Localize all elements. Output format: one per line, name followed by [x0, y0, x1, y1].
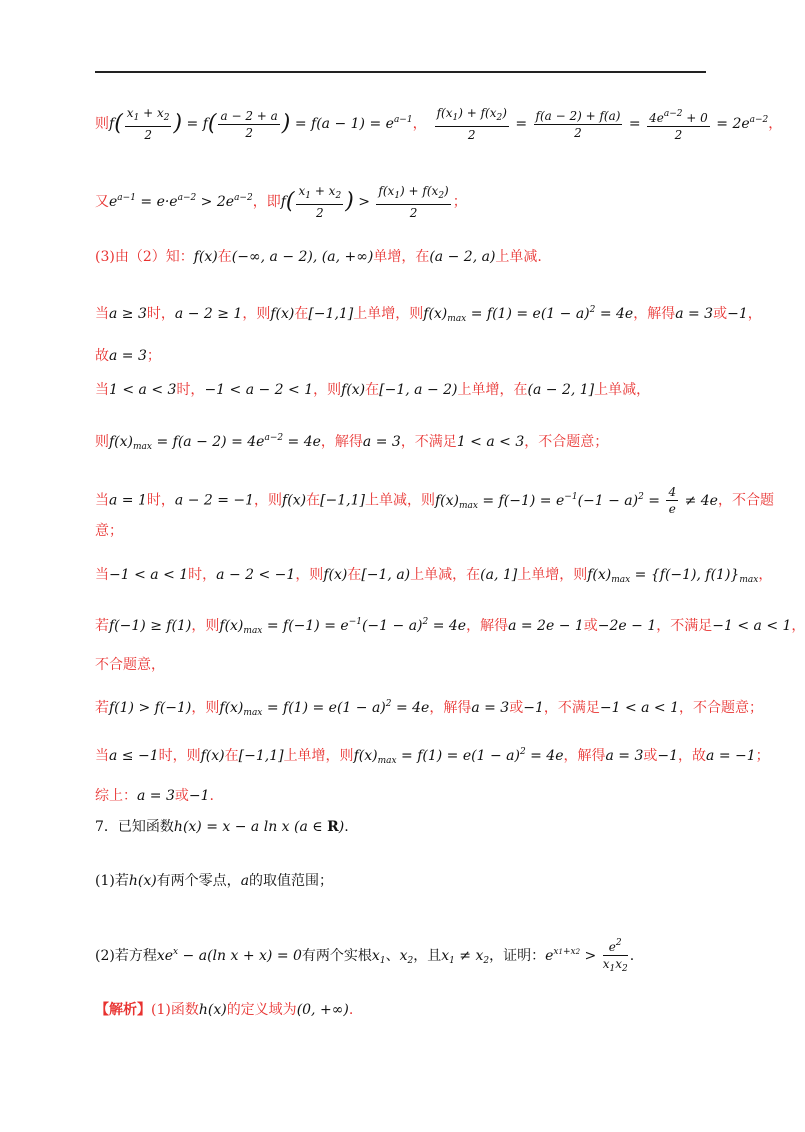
- text: (1)若: [95, 873, 129, 889]
- text: ，即: [252, 194, 281, 210]
- text: 的定义域为: [226, 1002, 297, 1018]
- formula: $x_1$: [371, 948, 386, 966]
- text: ；: [755, 748, 770, 764]
- text: 或: [174, 788, 189, 804]
- formula: (0, +∞): [296, 1002, 349, 1018]
- formula: a: [240, 873, 250, 889]
- formula: (a, 1]: [480, 567, 518, 583]
- text: 在: [217, 249, 232, 265]
- formula: −1: [657, 748, 679, 764]
- formula: $x_2$: [399, 948, 414, 966]
- formula: $f(x)_{max} = \{f(-1)$, $f(1)\}_{max}$: [587, 567, 759, 585]
- text: 时，: [146, 492, 175, 509]
- formula: a = −1: [706, 748, 756, 764]
- text: 的取值范围；: [249, 873, 334, 889]
- formula: f(x): [270, 306, 295, 322]
- formula: $xe^x - a(\ln$ x + x) = 0: [156, 947, 302, 964]
- text: ；: [146, 348, 161, 364]
- formula: a − 2 < −1: [216, 567, 296, 583]
- formula: [−1,1]: [320, 492, 365, 509]
- question-7-part-1: [95, 871, 715, 891]
- text: ，: [791, 618, 805, 634]
- text: 时，: [188, 567, 217, 583]
- text: 时，: [146, 306, 175, 322]
- text: 有两个零点，: [156, 873, 241, 889]
- text: 又: [95, 194, 109, 210]
- text: ，不合题: [717, 492, 774, 509]
- formula: a − 2 ≥ 1: [174, 306, 243, 322]
- text: 或: [583, 618, 598, 634]
- formula: a ≤ −1: [109, 748, 159, 764]
- formula: (a − 2, 1]: [527, 382, 595, 398]
- formula: a = 3: [109, 348, 147, 364]
- text: 有两个实根: [301, 948, 372, 964]
- text: ，则: [295, 567, 324, 583]
- text: .: [344, 819, 349, 835]
- text: 当: [95, 492, 109, 509]
- text: 在: [294, 306, 309, 322]
- text: ，则: [313, 382, 342, 398]
- formula: f(x): [282, 492, 307, 509]
- text: 不合题意，: [95, 657, 165, 673]
- text: ，不满足: [543, 700, 600, 716]
- question-7-part-2: [95, 935, 715, 977]
- text: ，证明：: [489, 948, 546, 964]
- formula: a = 1: [109, 492, 147, 509]
- formula: $f(x)_{max} = f(-1) = e^{-1}(-1 - a)^2$ = $\frac{4}{e}$ ≠ 4e: [434, 485, 718, 516]
- text: ；: [452, 194, 467, 210]
- question-7-stem: [95, 817, 715, 837]
- formula: [−1, a): [361, 567, 411, 583]
- formula: $f(x)_{max} = f(1) = e(1 - a)^2 = 4e$: [353, 747, 564, 766]
- solution-tag: 【解析】: [95, 1002, 151, 1018]
- formula: [−1,1]: [238, 748, 284, 764]
- text: ，解得: [563, 748, 606, 764]
- formula: f( $\frac{x_1 + x_2}{2}$ ) = f( $\frac{a - 2 + a}{2}$ ) = $f(a - 1) = e^{a-1}$: [109, 106, 413, 142]
- text: 上单增，则: [353, 306, 424, 322]
- line-9: [95, 521, 715, 541]
- formula: f(x): [341, 382, 366, 398]
- text: (3)由（2）知：: [95, 249, 194, 265]
- text: ，且: [413, 948, 442, 964]
- line-8: [95, 484, 774, 517]
- text: (2)若方程: [95, 948, 157, 964]
- line-10: [95, 565, 773, 590]
- formula: a = 2e − 1: [508, 618, 584, 634]
- text: 时，则: [158, 748, 201, 764]
- text: 上单减，在: [410, 567, 481, 583]
- formula: $e^{a-1} = e\cdot e^{a-2} > 2e^{a-2}$: [109, 193, 253, 210]
- formula: f(−1) ≥ f(1): [109, 618, 192, 634]
- text: 7．已知函数: [95, 819, 174, 835]
- text: .: [629, 948, 635, 964]
- text: 单增，在: [373, 249, 430, 265]
- text: ，则: [191, 700, 220, 716]
- text: ，则: [254, 492, 283, 509]
- text: ，不满足: [656, 618, 713, 634]
- formula: a ≥ 3: [109, 306, 147, 322]
- text: ，解得: [633, 306, 676, 322]
- text: 或: [509, 700, 524, 716]
- formula: $f(x)_{max} = f(-1) = e^{-1}(-1 - a)^2 = 4e$: [219, 617, 467, 636]
- formula: f(1) > f(−1): [109, 700, 192, 716]
- formula: −1 < a < 1: [599, 700, 680, 716]
- text: 当: [95, 567, 109, 583]
- formula: (−∞, a − 2), (a, +∞): [231, 249, 374, 265]
- text: 当: [95, 382, 109, 398]
- text: 在: [365, 382, 380, 398]
- line-7: [95, 428, 715, 457]
- formula: a − 2 = −1: [174, 492, 255, 509]
- line-11: [95, 612, 805, 641]
- formula: f(x): [323, 567, 348, 583]
- text: ，: [758, 567, 773, 583]
- formula: −1: [188, 788, 210, 804]
- text: ，解得: [320, 434, 363, 450]
- text: ，: [747, 306, 762, 322]
- text: 则: [95, 434, 109, 450]
- formula: $\frac{f(x_1) + f(x_2)}{2}$ = $\frac{f(a - 2) + f(a)}{2}$ = $\frac{4e^{a-2} + 0}{2}$ = $2e^{a-2}$: [436, 106, 769, 142]
- formula: f(x): [193, 249, 218, 265]
- formula: −2e − 1: [597, 618, 657, 634]
- text: ，: [768, 116, 783, 132]
- formula: h(x) = x − a ln x (a ∈ R): [173, 819, 345, 835]
- line-4: [95, 300, 762, 329]
- formula: f(x): [200, 748, 225, 764]
- formula: a = 3: [137, 788, 175, 804]
- line-2: [95, 183, 715, 221]
- text: ，不合题意；: [524, 434, 609, 450]
- text: 当: [95, 306, 109, 322]
- line-1: [95, 105, 783, 143]
- text: 在: [347, 567, 362, 583]
- text: 当: [95, 748, 109, 764]
- formula: $e^{x1+x2}$ > $\frac{e^2}{x_1x_2}$: [545, 948, 630, 964]
- text: 在: [224, 748, 239, 764]
- formula: f( $\frac{x_1 + x_2}{2}$ ) > $\frac{f(x_1) + f(x_2)}{2}$: [280, 184, 449, 220]
- text: ，则: [191, 618, 220, 634]
- formula: −1: [523, 700, 544, 716]
- line-13: [95, 694, 764, 723]
- text: ，: [412, 116, 427, 132]
- formula: −1 < a < 1: [109, 567, 189, 583]
- formula: a = 3: [362, 434, 401, 450]
- formula: −1 < a − 2 < 1: [204, 382, 314, 398]
- text: 若: [95, 618, 109, 634]
- text: 则: [95, 116, 109, 132]
- text: 上单增，则: [283, 748, 354, 764]
- formula: [−1, a − 2): [379, 382, 458, 398]
- formula: $f(x)_{max} = f(1) = e(1 - a)^2 = 4e$: [219, 699, 430, 718]
- line-5: [95, 346, 715, 366]
- line-6: [95, 380, 715, 400]
- line-15: [95, 786, 715, 806]
- formula: a = 3: [675, 306, 714, 322]
- text: ，不合题意；: [679, 700, 764, 716]
- text: ，解得: [429, 700, 472, 716]
- header-rule: [95, 71, 706, 73]
- formula: a = 3: [471, 700, 510, 716]
- text: ，则: [242, 306, 271, 322]
- line-12: [95, 655, 715, 675]
- text: 上单增，在: [457, 382, 528, 398]
- formula: $f(x)_{max} = f(1) = e(1 - a)^2 = 4e$: [423, 305, 634, 324]
- formula: 1 < a < 3: [456, 434, 525, 450]
- formula: h(x): [128, 873, 157, 889]
- text: .: [348, 1002, 354, 1018]
- text: ，解得: [466, 618, 509, 634]
- text: 故: [95, 348, 109, 364]
- text: ，故: [678, 748, 707, 764]
- text: 综上：: [95, 788, 137, 804]
- formula: −1 < a < 1: [712, 618, 792, 634]
- text: 或: [643, 748, 658, 764]
- text: (1)函数: [151, 1002, 199, 1018]
- text: .: [209, 788, 214, 804]
- formula: $f(x)_{max} = f(a - 2) = 4e^{a-2} = 4e$: [109, 433, 321, 452]
- text: 上单减，: [594, 382, 651, 398]
- formula: −1: [727, 306, 748, 322]
- formula: 1 < a < 3: [109, 382, 177, 398]
- text: 、: [385, 948, 400, 964]
- formula: a = 3: [605, 748, 644, 764]
- text: 或: [713, 306, 728, 322]
- text: 上单减.: [495, 249, 542, 265]
- text: 时，: [176, 382, 205, 398]
- line-3: [95, 247, 715, 267]
- formula: (a − 2, a): [429, 249, 496, 265]
- text: 意；: [95, 523, 123, 539]
- text: 在: [306, 492, 321, 509]
- text: 上单减，则: [364, 492, 435, 509]
- solution-start: [95, 1000, 715, 1020]
- text: 若: [95, 700, 109, 716]
- text: 上单增，则: [517, 567, 588, 583]
- formula: h(x): [198, 1002, 227, 1018]
- text: ，不满足: [400, 434, 457, 450]
- formula: $x_1 \ne x_2$: [441, 948, 490, 966]
- line-14: [95, 742, 770, 771]
- formula: [−1,1]: [308, 306, 354, 322]
